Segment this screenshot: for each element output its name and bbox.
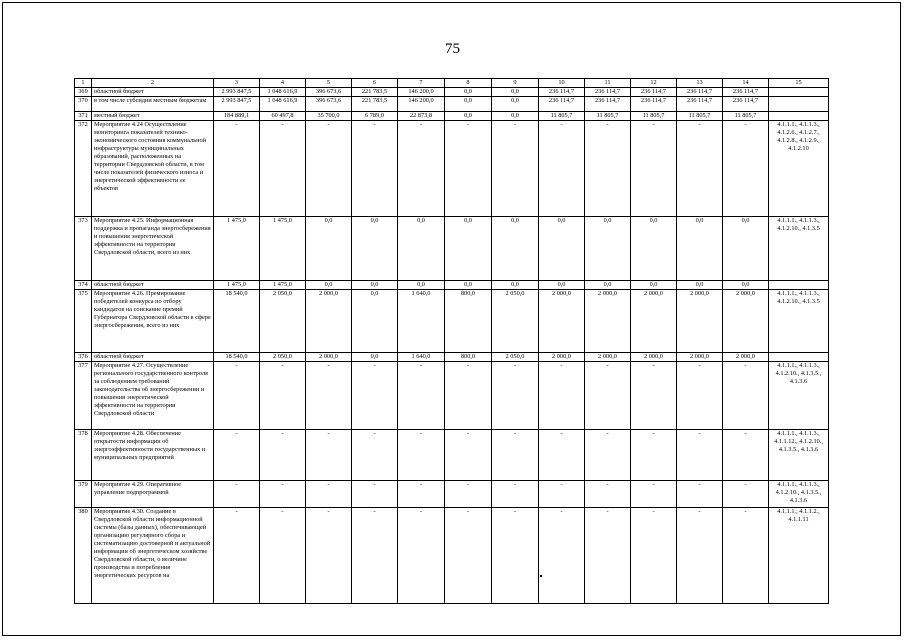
value-cell: - <box>492 481 539 508</box>
value-cell: 1 475,0 <box>260 217 306 281</box>
value-cell: 236 114,7 <box>585 97 631 112</box>
value-cell: 2 000,0 <box>631 290 677 353</box>
column-header: 5 <box>306 79 352 88</box>
value-cell: 2 050,0 <box>492 290 539 353</box>
row-number: 376 <box>75 353 92 362</box>
value-cell: 0,0 <box>631 217 677 281</box>
value-cell: - <box>539 508 585 604</box>
value-cell: 146 200,0 <box>398 97 445 112</box>
column-header: 14 <box>723 79 769 88</box>
reference-cell <box>769 97 829 112</box>
column-header: 2 <box>92 79 214 88</box>
table-row <box>75 353 829 362</box>
value-cell: - <box>539 481 585 508</box>
value-cell: 2 000,0 <box>585 290 631 353</box>
table-row <box>75 430 829 481</box>
stray-mark <box>540 575 542 577</box>
value-cell: 0,0 <box>539 281 585 290</box>
row-number: 372 <box>75 121 92 217</box>
value-cell: - <box>260 430 306 481</box>
value-cell: 0,0 <box>492 217 539 281</box>
value-cell: - <box>260 508 306 604</box>
value-cell: - <box>352 481 398 508</box>
value-cell: - <box>260 121 306 217</box>
value-cell: - <box>631 508 677 604</box>
reference-cell <box>769 88 829 97</box>
value-cell: - <box>398 121 445 217</box>
value-cell: 1 475,0 <box>214 217 260 281</box>
value-cell: 0,0 <box>492 97 539 112</box>
column-header: 9 <box>492 79 539 88</box>
value-cell: 800,0 <box>445 353 492 362</box>
value-cell: - <box>260 481 306 508</box>
value-cell: - <box>677 362 723 430</box>
value-cell: - <box>214 121 260 217</box>
row-number: 375 <box>75 290 92 353</box>
value-cell: - <box>398 508 445 604</box>
table-row <box>75 290 829 353</box>
row-number: 380 <box>75 508 92 604</box>
value-cell: 2 050,0 <box>260 353 306 362</box>
table-row <box>75 508 829 604</box>
row-number: 371 <box>75 112 92 121</box>
value-cell: - <box>352 508 398 604</box>
value-cell: 0,0 <box>306 281 352 290</box>
value-cell: - <box>398 430 445 481</box>
value-cell: 1 048 616,9 <box>260 97 306 112</box>
value-cell: - <box>539 362 585 430</box>
value-cell: - <box>677 508 723 604</box>
value-cell: 236 114,7 <box>539 97 585 112</box>
value-cell: 0,0 <box>445 112 492 121</box>
table-row <box>75 112 829 121</box>
value-cell: 0,0 <box>723 217 769 281</box>
table-row <box>75 88 829 97</box>
value-cell: 1 048 616,9 <box>260 88 306 97</box>
value-cell: - <box>631 362 677 430</box>
value-cell: - <box>631 121 677 217</box>
value-cell: 146 200,0 <box>398 88 445 97</box>
value-cell: 2 050,0 <box>260 290 306 353</box>
value-cell: 0,0 <box>492 88 539 97</box>
value-cell: - <box>492 430 539 481</box>
value-cell: - <box>352 430 398 481</box>
row-name: Мероприятие 4.24 Осуществление мониторинга показателей технико-экономического состояния коммунальной инфраструктуры муниципальных образований, расположенных на территории Свердловской области, в том числе показателей физического износа и энергетической эффективности ее объектов <box>92 121 214 217</box>
value-cell: - <box>585 508 631 604</box>
reference-cell: 4.1.1.1., 4.1.1.3., 4.1.2.10., 4.1.3.5 <box>769 217 829 281</box>
reference-cell: 4.1.1.1., 4.1.1.3., 4.1.2.10., 4.1.3.5., 4.1.3.6 <box>769 481 829 508</box>
reference-cell: 4.1.1.1., 4.1.1.3., 4.1.2.10., 4.1.3.5 <box>769 290 829 353</box>
table-row <box>75 121 829 217</box>
value-cell: - <box>445 121 492 217</box>
column-header: 3 <box>214 79 260 88</box>
value-cell: 0,0 <box>352 281 398 290</box>
value-cell: 0,0 <box>631 281 677 290</box>
value-cell: 0,0 <box>445 217 492 281</box>
value-cell: - <box>723 121 769 217</box>
value-cell: - <box>306 121 352 217</box>
value-cell: 2 050,0 <box>492 353 539 362</box>
value-cell: - <box>585 362 631 430</box>
value-cell: 2 000,0 <box>631 353 677 362</box>
reference-cell: 4.1.1.1., 4.1.1.2., 4.1.1.11 <box>769 508 829 604</box>
value-cell: 0,0 <box>352 290 398 353</box>
reference-cell <box>769 353 829 362</box>
row-name: местный бюджет <box>92 112 214 121</box>
row-number: 373 <box>75 217 92 281</box>
value-cell: - <box>631 481 677 508</box>
row-number: 379 <box>75 481 92 508</box>
row-name: областной бюджет <box>92 353 214 362</box>
row-number: 374 <box>75 281 92 290</box>
value-cell: - <box>723 430 769 481</box>
value-cell: - <box>585 121 631 217</box>
value-cell: 0,0 <box>306 217 352 281</box>
value-cell: - <box>445 508 492 604</box>
value-cell: 0,0 <box>585 281 631 290</box>
value-cell: - <box>723 362 769 430</box>
value-cell: 2 000,0 <box>306 290 352 353</box>
value-cell: 11 805,7 <box>631 112 677 121</box>
value-cell: 11 805,7 <box>585 112 631 121</box>
value-cell: 236 114,7 <box>677 97 723 112</box>
value-cell: 2 000,0 <box>677 353 723 362</box>
value-cell: 1 640,0 <box>398 353 445 362</box>
value-cell: 396 673,6 <box>306 88 352 97</box>
value-cell: 236 114,7 <box>677 88 723 97</box>
row-name: Мероприятие 4.30. Создание в Свердловской области информационной системы (базы данных), обеспечивающей организацию регулярного сбора и систематизацию достоверной и актуальной информации об энергетическом хозяйстве Свердловской области, о величине производства и потребления энергетических ресурсов на <box>92 508 214 604</box>
row-number: 377 <box>75 362 92 430</box>
reference-cell <box>769 281 829 290</box>
value-cell: 236 114,7 <box>723 88 769 97</box>
column-header: 13 <box>677 79 723 88</box>
header-row <box>75 79 829 88</box>
value-cell: - <box>398 362 445 430</box>
value-cell: - <box>445 362 492 430</box>
value-cell: 2 993 847,5 <box>214 97 260 112</box>
value-cell: 0,0 <box>445 281 492 290</box>
row-name: Мероприятие 4.25. Информационная поддержка и пропаганда энергосбережения и повышения энергетической эффективности на территории Свердловской области, всего из них <box>92 217 214 281</box>
value-cell: - <box>677 481 723 508</box>
row-name: областной бюджет <box>92 281 214 290</box>
row-number: 378 <box>75 430 92 481</box>
value-cell: 0,0 <box>352 217 398 281</box>
value-cell: 0,0 <box>677 217 723 281</box>
value-cell: 236 114,7 <box>539 88 585 97</box>
column-header: 8 <box>445 79 492 88</box>
value-cell: - <box>677 121 723 217</box>
row-name: Мероприятие 4.29. Оперативное управление подпрограммой <box>92 481 214 508</box>
value-cell: 0,0 <box>492 281 539 290</box>
value-cell: 221 783,5 <box>352 88 398 97</box>
value-cell: - <box>492 121 539 217</box>
value-cell: - <box>352 362 398 430</box>
value-cell: 1 475,0 <box>260 281 306 290</box>
value-cell: - <box>214 508 260 604</box>
value-cell: 0,0 <box>398 281 445 290</box>
value-cell: - <box>214 430 260 481</box>
value-cell: - <box>445 430 492 481</box>
value-cell: 11 805,7 <box>677 112 723 121</box>
value-cell: 236 114,7 <box>631 97 677 112</box>
column-header: 1 <box>75 79 92 88</box>
value-cell: 236 114,7 <box>585 88 631 97</box>
value-cell: - <box>492 362 539 430</box>
column-header: 12 <box>631 79 677 88</box>
value-cell: - <box>585 481 631 508</box>
value-cell: 60 497,8 <box>260 112 306 121</box>
value-cell: - <box>352 121 398 217</box>
row-name: областной бюджет <box>92 88 214 97</box>
value-cell: - <box>539 430 585 481</box>
value-cell: 0,0 <box>352 353 398 362</box>
value-cell: 236 114,7 <box>631 88 677 97</box>
table-row <box>75 362 829 430</box>
value-cell: 2 000,0 <box>585 353 631 362</box>
value-cell: - <box>723 481 769 508</box>
table-row <box>75 217 829 281</box>
value-cell: 184 889,1 <box>214 112 260 121</box>
page-number: 75 <box>445 41 460 57</box>
value-cell: - <box>585 430 631 481</box>
value-cell: 18 540,0 <box>214 353 260 362</box>
reference-cell: 4.1.1.1., 4.1.1.3., 4.1.1.12., 4.1.2.10., 4.1.3.5., 4.1.3.6 <box>769 430 829 481</box>
value-cell: 0,0 <box>677 281 723 290</box>
column-header: 6 <box>352 79 398 88</box>
value-cell: 2 000,0 <box>539 353 585 362</box>
value-cell: 22 873,8 <box>398 112 445 121</box>
value-cell: - <box>306 481 352 508</box>
value-cell: - <box>306 430 352 481</box>
value-cell: - <box>539 121 585 217</box>
value-cell: - <box>492 508 539 604</box>
row-number: 369 <box>75 88 92 97</box>
value-cell: 396 673,6 <box>306 97 352 112</box>
value-cell: 6 789,0 <box>352 112 398 121</box>
reference-cell: 4.1.1.1., 4.1.1.3., 4.1.2.6., 4.1.2.7., 4.1.2.8., 4.1.2.9., 4.1.2.10 <box>769 121 829 217</box>
budget-table <box>74 78 829 604</box>
reference-cell: 4.1.1.1., 4.1.1.3., 4.1.2.10., 4.1.3.5., 4.1.3.6 <box>769 362 829 430</box>
column-header: 11 <box>585 79 631 88</box>
table-row <box>75 281 829 290</box>
value-cell: - <box>677 430 723 481</box>
value-cell: 18 540,0 <box>214 290 260 353</box>
column-header: 4 <box>260 79 306 88</box>
value-cell: 2 993 847,5 <box>214 88 260 97</box>
row-number: 370 <box>75 97 92 112</box>
value-cell: - <box>445 481 492 508</box>
value-cell: 221 783,5 <box>352 97 398 112</box>
column-header: 15 <box>769 79 829 88</box>
row-name: Мероприятие 4.27. Осуществление регионального государственного контроля за соблюдением требований законодательства об энергосбережении и повышении энергетической эффективности на территории Свердловской области <box>92 362 214 430</box>
column-header: 10 <box>539 79 585 88</box>
value-cell: - <box>214 481 260 508</box>
value-cell: - <box>214 362 260 430</box>
value-cell: - <box>723 508 769 604</box>
value-cell: 0,0 <box>723 281 769 290</box>
value-cell: 2 000,0 <box>723 353 769 362</box>
column-header: 7 <box>398 79 445 88</box>
value-cell: - <box>631 430 677 481</box>
value-cell: 236 114,7 <box>723 97 769 112</box>
value-cell: 11 805,7 <box>723 112 769 121</box>
row-name: Мероприятие 4.26. Премирование победителей конкурса по отбору кандидатов на соискание премий Губернатора Свердловской области в сфере энергосбережения, всего из них <box>92 290 214 353</box>
row-name: Мероприятие 4.28. Обеспечение открытости информации об энергоэффективности государственных и муниципальных предприятий <box>92 430 214 481</box>
value-cell: 2 000,0 <box>306 353 352 362</box>
value-cell: 2 000,0 <box>677 290 723 353</box>
value-cell: 1 475,0 <box>214 281 260 290</box>
reference-cell <box>769 112 829 121</box>
value-cell: 0,0 <box>585 217 631 281</box>
table-row <box>75 97 829 112</box>
value-cell: 2 000,0 <box>723 290 769 353</box>
value-cell: 0,0 <box>445 88 492 97</box>
value-cell: 0,0 <box>539 217 585 281</box>
value-cell: 11 805,7 <box>539 112 585 121</box>
value-cell: 800,0 <box>445 290 492 353</box>
value-cell: 35 700,0 <box>306 112 352 121</box>
value-cell: - <box>398 481 445 508</box>
value-cell: - <box>306 362 352 430</box>
value-cell: 0,0 <box>445 97 492 112</box>
value-cell: 2 000,0 <box>539 290 585 353</box>
value-cell: 0,0 <box>492 112 539 121</box>
row-name: в том числе субсидии местным бюджетам <box>92 97 214 112</box>
value-cell: - <box>260 362 306 430</box>
table-row <box>75 481 829 508</box>
value-cell: - <box>306 508 352 604</box>
value-cell: 0,0 <box>398 217 445 281</box>
value-cell: 1 640,0 <box>398 290 445 353</box>
